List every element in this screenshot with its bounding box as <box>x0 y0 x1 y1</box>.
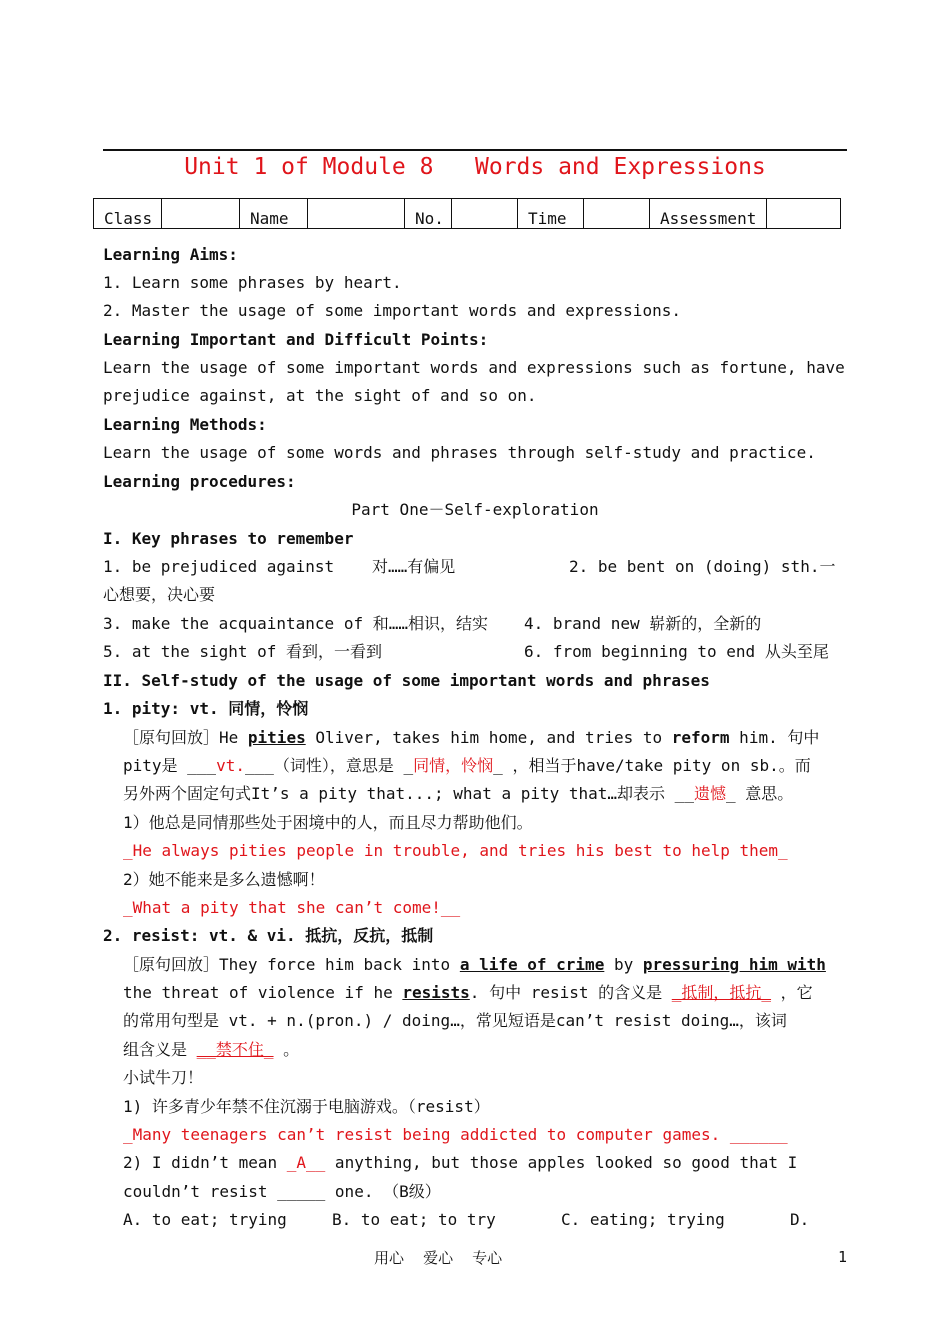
resist-heading: 2. resist: vt. & vi. 抵抗，反抗，抵制 <box>103 926 434 945</box>
phrase-item: 4. brand new 崭新的，全新的 <box>524 614 762 633</box>
name-cell[interactable] <box>308 199 405 229</box>
name-label: Name <box>240 199 308 229</box>
phrase-item: 3. make the acquaintance of 和……相识，结实 <box>103 614 488 633</box>
points-heading: Learning Important and Difficult Points: <box>103 330 489 349</box>
practice-label: 小试牛刀！ <box>123 1068 204 1087</box>
footer-text: 用心 爱心 专心 <box>374 1249 503 1267</box>
info-table <box>93 198 841 229</box>
pity-explanation: 另外两个固定句式It’s a pity that...; what a pity that…却表示 __遗憾_ 意思。 <box>123 784 794 803</box>
phrase-item: 2. be bent on (doing) sth.一 <box>569 557 836 576</box>
time-label: Time <box>518 199 584 229</box>
phrase-item: 5. at the sight of 看到，一看到 <box>103 642 383 661</box>
exercise-question: couldn’t resist _____ one. （B级） <box>123 1182 441 1201</box>
option-c: C. eating; trying <box>561 1210 725 1229</box>
resist-explanation: 组含义是 __禁不住_ 。 <box>123 1040 300 1059</box>
pity-explanation: pity是 ___vt.___（词性），意思是 _同情，怜悯_ ，相当于have/take pity on sb.。而 <box>123 756 811 775</box>
phrase-meaning: 心想要，决心要 <box>103 585 216 604</box>
no-cell[interactable] <box>452 199 518 229</box>
exercise-answer: _What a pity that she can’t come!__ <box>123 898 461 917</box>
phrase-item: 1. be prejudiced against <box>103 557 335 576</box>
option-b: B. to eat; to try <box>332 1210 496 1229</box>
resist-original-sentence: the threat of violence if he resists. 句中 resist 的含义是 _抵制，抵抗_ ，它 <box>123 983 813 1002</box>
no-label: No. <box>405 199 452 229</box>
section2-heading: II. Self-study of the usage of some important words and phrases <box>103 671 710 690</box>
exercise-question: 1）他总是同情那些处于困境中的人，而且尽力帮助他们。 <box>123 813 533 832</box>
resist-original-sentence: ［原句回放］They force him back into a life of crime by pressuring him with <box>123 955 826 974</box>
part-one-heading: Part One－Self-exploration <box>351 500 599 519</box>
exercise-question: 2）她不能来是多么遗憾啊！ <box>123 870 325 889</box>
resist-explanation: 的常用句型是 vt. + n.(pron.) / doing…，常见短语是can’t resist doing…，该词 <box>123 1011 787 1030</box>
procedures-heading: Learning procedures: <box>103 472 296 491</box>
class-cell[interactable] <box>162 199 240 229</box>
points-text: Learn the usage of some important words and expressions such as fortune, have <box>103 358 845 377</box>
methods-heading: Learning Methods: <box>103 415 267 434</box>
aims-item: 2. Master the usage of some important words and expressions. <box>103 301 681 320</box>
time-cell[interactable] <box>584 199 650 229</box>
pity-heading: 1. pity: vt. 同情，怜悯 <box>103 699 309 718</box>
exercise-answer: _Many teenagers can’t resist being addicted to computer games. ______ <box>123 1125 788 1144</box>
methods-text: Learn the usage of some words and phrases through self-study and practice. <box>103 443 816 462</box>
option-d: D. <box>790 1210 810 1229</box>
aims-item: 1. Learn some phrases by heart. <box>103 273 402 292</box>
page-title: Unit 1 of Module 8 Words and Expressions <box>184 154 766 180</box>
exercise-question: 2) I didn’t mean _A__ anything, but those apples looked so good that I <box>123 1153 798 1172</box>
assessment-cell[interactable] <box>767 199 841 229</box>
points-text: prejudice against, at the sight of and so on. <box>103 386 537 405</box>
phrase-item: 6. from beginning to end 从头至尾 <box>524 642 829 661</box>
aims-heading: Learning Aims: <box>103 245 238 264</box>
top-rule <box>103 149 847 151</box>
assessment-label: Assessment <box>650 199 767 229</box>
exercise-answer: _He always pities people in trouble, and tries his best to help them_ <box>123 841 788 860</box>
option-a: A. to eat; trying <box>123 1210 287 1229</box>
page-number: 1 <box>838 1248 848 1266</box>
phrase-meaning: 对……有偏见 <box>372 557 456 576</box>
section1-heading: I. Key phrases to remember <box>103 529 354 548</box>
pity-original-sentence: ［原句回放］He pities Oliver, takes him home, and tries to reform him. 句中 <box>123 728 820 747</box>
exercise-question: 1) 许多青少年禁不住沉溺于电脑游戏。（resist） <box>123 1097 490 1116</box>
class-label: Class <box>94 199 162 229</box>
